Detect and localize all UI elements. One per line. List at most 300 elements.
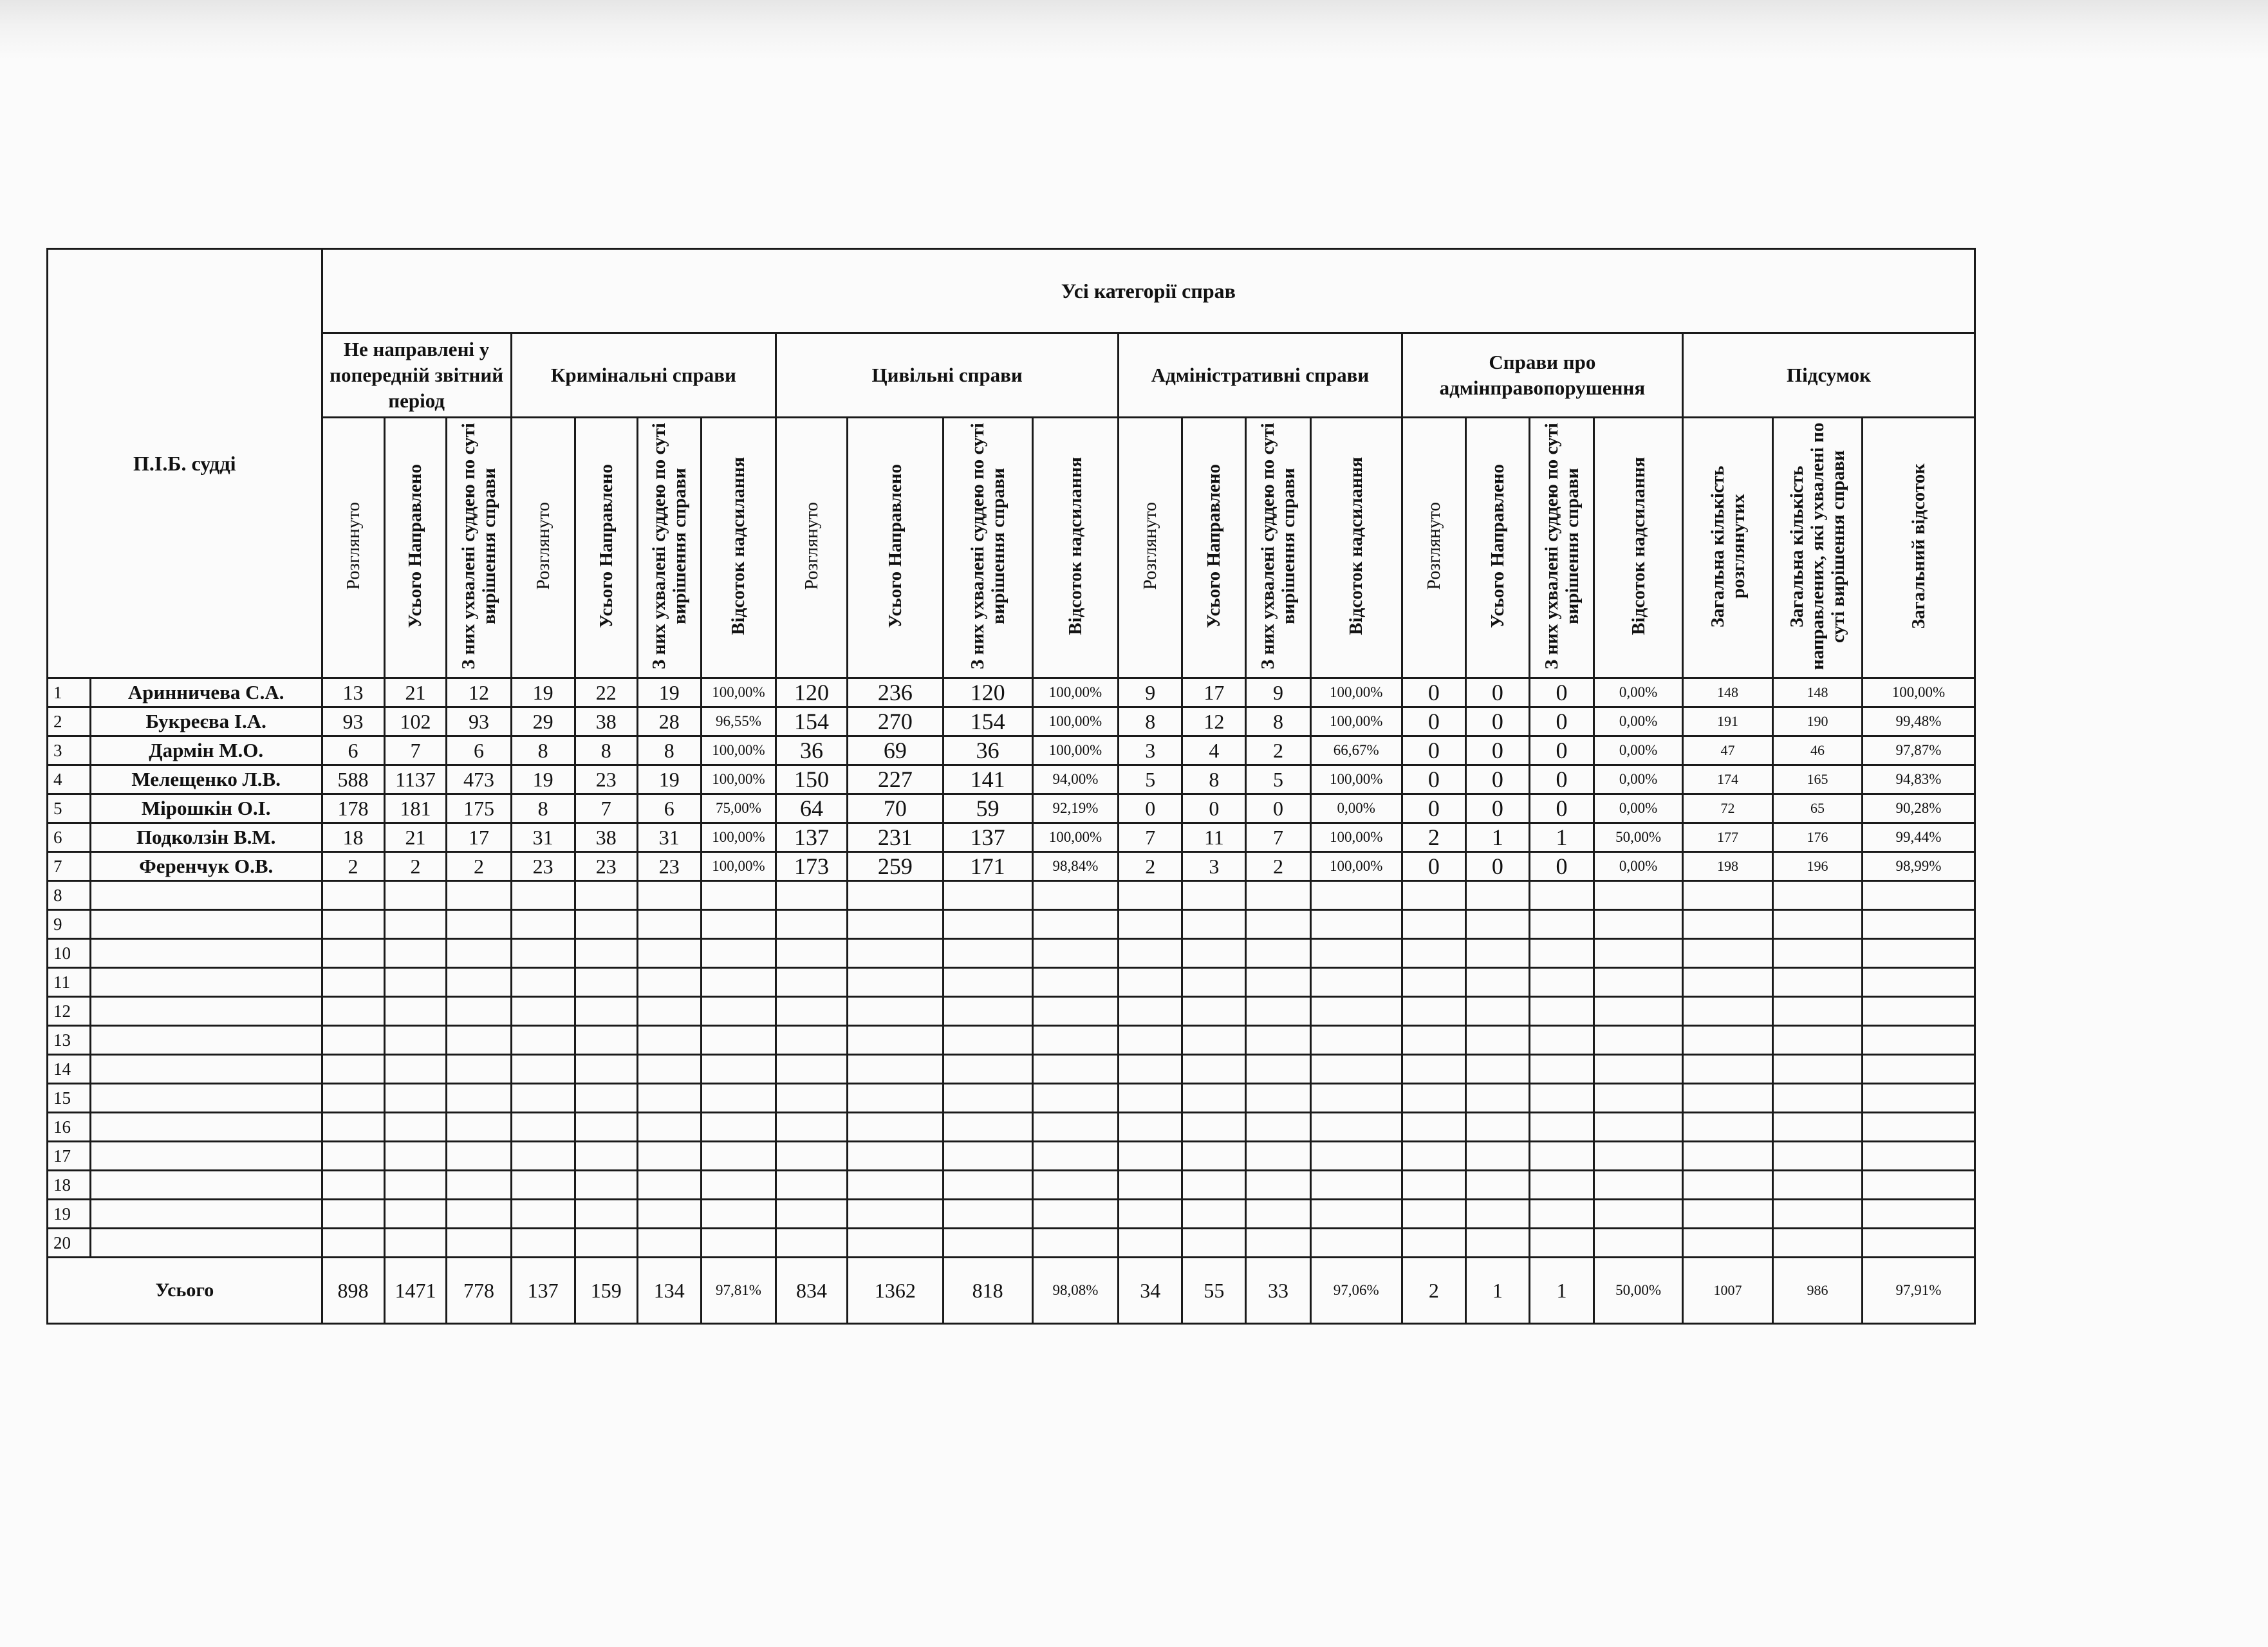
table-cell <box>776 1113 848 1142</box>
table-cell <box>1594 1171 1683 1200</box>
table-cell <box>322 1171 384 1200</box>
column-header <box>848 418 943 678</box>
table-cell <box>1683 1113 1773 1142</box>
table-cell <box>1182 968 1246 997</box>
column-header-label: З них ухвалені суддею по суті вирішення справи <box>1257 423 1299 669</box>
table-cell <box>447 1084 511 1113</box>
column-header <box>1182 418 1246 678</box>
table-row <box>48 736 1975 765</box>
table-cell: 100,00% <box>1310 707 1402 736</box>
table-cell <box>384 968 447 997</box>
table-cell <box>848 1200 943 1229</box>
table-cell <box>1594 1229 1683 1258</box>
scan-shadow <box>0 0 2268 59</box>
table-cell <box>1310 1113 1402 1142</box>
column-header <box>1465 418 1529 678</box>
table-cell: 0 <box>1402 678 1465 707</box>
table-cell: 8 <box>511 794 575 823</box>
table-cell: 99,44% <box>1862 823 1975 852</box>
table-cell: 137 <box>943 823 1032 852</box>
table-cell <box>1119 910 1182 939</box>
table-cell <box>776 1171 848 1200</box>
total-cell: 1471 <box>384 1258 447 1324</box>
column-header <box>776 418 848 678</box>
table-cell <box>1246 1026 1310 1055</box>
table-cell: 0 <box>1402 852 1465 881</box>
table-cell: 75,00% <box>701 794 776 823</box>
table-row <box>48 794 1975 823</box>
judge-name: Дармін М.О. <box>90 736 322 765</box>
table-cell <box>1862 881 1975 910</box>
table-cell <box>575 1229 637 1258</box>
table-cell <box>1402 1229 1465 1258</box>
table-cell <box>637 1200 701 1229</box>
table-cell <box>1862 1171 1975 1200</box>
column-header-label: Загальна кількість розглянутих <box>1707 465 1749 628</box>
table-cell: 31 <box>511 823 575 852</box>
table-cell <box>701 910 776 939</box>
table-cell <box>1529 1142 1594 1171</box>
table-cell <box>1246 1229 1310 1258</box>
table-cell: 0 <box>1402 794 1465 823</box>
row-number: 12 <box>48 997 91 1026</box>
table-cell <box>1773 1142 1863 1171</box>
table-cell: 5 <box>1119 765 1182 794</box>
table-cell <box>322 881 384 910</box>
table-cell: 100,00% <box>1862 678 1975 707</box>
table-cell <box>1594 881 1683 910</box>
table-cell <box>637 939 701 968</box>
table-cell <box>848 1142 943 1171</box>
table-cell: 93 <box>447 707 511 736</box>
table-cell: 0 <box>1402 765 1465 794</box>
table-cell <box>1032 1142 1119 1171</box>
table-cell <box>1032 968 1119 997</box>
table-cell <box>1683 910 1773 939</box>
table-row <box>48 997 1975 1026</box>
table-cell <box>1529 997 1594 1026</box>
group-header-admin-offense-cases: Справи про адмінправопорушення <box>1402 333 1682 418</box>
total-cell: 97,06% <box>1310 1258 1402 1324</box>
table-cell <box>1119 1026 1182 1055</box>
table-cell: 191 <box>1683 707 1773 736</box>
table-cell: 19 <box>511 765 575 794</box>
table-cell <box>575 1200 637 1229</box>
table-cell: 29 <box>511 707 575 736</box>
table-cell: 23 <box>575 765 637 794</box>
row-number: 2 <box>48 707 91 736</box>
column-header <box>1119 418 1182 678</box>
table-cell: 1 <box>1529 823 1594 852</box>
table-cell: 174 <box>1683 765 1773 794</box>
row-number: 6 <box>48 823 91 852</box>
judge-name <box>90 1142 322 1171</box>
table-cell <box>1182 997 1246 1026</box>
table-cell: 100,00% <box>1032 823 1119 852</box>
table-cell: 0,00% <box>1594 852 1683 881</box>
table-row <box>48 823 1975 852</box>
table-cell: 72 <box>1683 794 1773 823</box>
table-cell <box>1402 997 1465 1026</box>
table-cell <box>1683 1171 1773 1200</box>
table-cell: 96,55% <box>701 707 776 736</box>
column-header <box>1402 418 1465 678</box>
table-cell <box>701 1084 776 1113</box>
table-cell: 66,67% <box>1310 736 1402 765</box>
table-cell: 23 <box>511 852 575 881</box>
table-row <box>48 1200 1975 1229</box>
table-cell: 4 <box>1182 736 1246 765</box>
table-cell: 17 <box>447 823 511 852</box>
table-cell: 0 <box>1529 707 1594 736</box>
row-number: 9 <box>48 910 91 939</box>
table-cell <box>384 1055 447 1084</box>
total-cell: 159 <box>575 1258 637 1324</box>
table-cell: 2 <box>1119 852 1182 881</box>
judge-name: Мірошкін О.І. <box>90 794 322 823</box>
table-cell <box>1310 881 1402 910</box>
table-cell <box>1683 1200 1773 1229</box>
table-cell <box>322 1200 384 1229</box>
table-cell <box>322 910 384 939</box>
table-cell <box>1862 1113 1975 1142</box>
table-cell <box>1119 1142 1182 1171</box>
table-cell <box>1182 1026 1246 1055</box>
table-cell <box>1310 968 1402 997</box>
table-cell <box>1119 1171 1182 1200</box>
table-cell <box>1402 1113 1465 1142</box>
table-cell <box>1465 1200 1529 1229</box>
table-cell <box>1032 910 1119 939</box>
table-cell: 97,87% <box>1862 736 1975 765</box>
table-cell <box>575 968 637 997</box>
table-cell <box>1862 1055 1975 1084</box>
table-cell <box>447 997 511 1026</box>
table-cell: 0,00% <box>1594 736 1683 765</box>
total-cell: 1 <box>1529 1258 1594 1324</box>
row-number: 7 <box>48 852 91 881</box>
table-cell <box>776 910 848 939</box>
table-cell <box>1246 1142 1310 1171</box>
column-header-label: Усього Направлено <box>1204 464 1225 628</box>
table-cell: 100,00% <box>1310 852 1402 881</box>
table-cell: 0 <box>1529 678 1594 707</box>
column-header-label: Відсоток надсилання <box>1064 457 1086 635</box>
total-cell: 2 <box>1402 1258 1465 1324</box>
table-cell <box>1683 1084 1773 1113</box>
table-cell <box>1683 968 1773 997</box>
column-header <box>1773 418 1863 678</box>
table-cell <box>1402 881 1465 910</box>
table-cell <box>776 1200 848 1229</box>
column-header-label: Усього Направлено <box>595 464 617 628</box>
table-cell: 100,00% <box>1310 823 1402 852</box>
row-number: 20 <box>48 1229 91 1258</box>
table-cell: 154 <box>943 707 1032 736</box>
judge-name <box>90 1055 322 1084</box>
table-cell <box>1465 939 1529 968</box>
table-cell <box>637 1113 701 1142</box>
table-cell: 0 <box>1529 852 1594 881</box>
table-row <box>48 678 1975 707</box>
column-header-label: З них ухвалені суддею по суті вирішення справи <box>458 423 500 669</box>
table-cell <box>1402 1055 1465 1084</box>
table-cell <box>701 881 776 910</box>
table-cell <box>776 1142 848 1171</box>
table-row <box>48 707 1975 736</box>
table-cell <box>575 910 637 939</box>
table-cell <box>384 997 447 1026</box>
table-cell: 7 <box>575 794 637 823</box>
table-cell <box>1683 939 1773 968</box>
table-cell: 94,00% <box>1032 765 1119 794</box>
table-cell <box>447 939 511 968</box>
table-cell <box>575 881 637 910</box>
table-cell <box>1310 1200 1402 1229</box>
table-cell <box>1310 910 1402 939</box>
table-cell <box>637 1171 701 1200</box>
table-cell <box>1862 1084 1975 1113</box>
table-cell: 18 <box>322 823 384 852</box>
table-cell <box>943 1171 1032 1200</box>
table-cell: 176 <box>1773 823 1863 852</box>
table-cell: 473 <box>447 765 511 794</box>
table-cell <box>848 910 943 939</box>
total-cell: 1362 <box>848 1258 943 1324</box>
table-cell <box>637 1229 701 1258</box>
table-cell: 70 <box>848 794 943 823</box>
table-cell: 0 <box>1402 736 1465 765</box>
table-cell <box>701 1142 776 1171</box>
table-cell <box>943 881 1032 910</box>
row-number: 15 <box>48 1084 91 1113</box>
table-cell <box>943 910 1032 939</box>
table-cell: 90,28% <box>1862 794 1975 823</box>
table-cell <box>1465 968 1529 997</box>
group-header-summary: Підсумок <box>1683 333 1975 418</box>
column-header-label: Розглянуто <box>1140 502 1161 590</box>
table-cell <box>776 939 848 968</box>
table-cell <box>384 1142 447 1171</box>
table-cell <box>1119 1055 1182 1084</box>
table-cell: 150 <box>776 765 848 794</box>
total-cell: 898 <box>322 1258 384 1324</box>
table-cell: 23 <box>575 852 637 881</box>
column-header <box>1862 418 1975 678</box>
table-cell <box>637 1026 701 1055</box>
table-cell: 227 <box>848 765 943 794</box>
table-cell <box>1182 1055 1246 1084</box>
table-cell: 198 <box>1683 852 1773 881</box>
row-number: 18 <box>48 1171 91 1200</box>
table-cell <box>943 1142 1032 1171</box>
table-cell <box>511 1200 575 1229</box>
column-header-label: Усього Направлено <box>884 464 906 628</box>
table-cell: 0 <box>1119 794 1182 823</box>
table-cell: 100,00% <box>701 765 776 794</box>
table-cell: 13 <box>322 678 384 707</box>
table-cell <box>1773 1055 1863 1084</box>
total-cell: 137 <box>511 1258 575 1324</box>
table-cell <box>384 1084 447 1113</box>
group-header-criminal-cases: Кримінальні справи <box>511 333 776 418</box>
table-cell <box>776 1084 848 1113</box>
total-cell: 55 <box>1182 1258 1246 1324</box>
table-cell: 0,00% <box>1594 765 1683 794</box>
table-cell <box>447 1113 511 1142</box>
table-cell <box>1683 1026 1773 1055</box>
table-cell <box>447 1026 511 1055</box>
table-cell <box>575 1055 637 1084</box>
total-cell: 33 <box>1246 1258 1310 1324</box>
table-cell <box>1119 939 1182 968</box>
row-number: 5 <box>48 794 91 823</box>
table-cell <box>511 968 575 997</box>
table-cell: 100,00% <box>701 736 776 765</box>
judge-name <box>90 1229 322 1258</box>
table-cell <box>575 1142 637 1171</box>
table-cell: 17 <box>1182 678 1246 707</box>
table-cell: 19 <box>637 678 701 707</box>
judge-name <box>90 881 322 910</box>
table-cell: 12 <box>1182 707 1246 736</box>
table-cell: 65 <box>1773 794 1863 823</box>
total-cell: 1007 <box>1683 1258 1773 1324</box>
table-cell <box>701 968 776 997</box>
table-cell <box>943 1026 1032 1055</box>
table-cell <box>1465 1026 1529 1055</box>
table-cell <box>575 1084 637 1113</box>
column-header-label: Усього Направлено <box>405 464 426 628</box>
table-cell <box>1032 997 1119 1026</box>
table-cell: 1137 <box>384 765 447 794</box>
judge-name: Мелещенко Л.В. <box>90 765 322 794</box>
table-cell <box>776 997 848 1026</box>
table-cell <box>1529 910 1594 939</box>
table-cell <box>1119 1229 1182 1258</box>
row-number: 3 <box>48 736 91 765</box>
table-cell: 0 <box>1182 794 1246 823</box>
table-cell <box>943 1084 1032 1113</box>
table-cell: 2 <box>1402 823 1465 852</box>
table-cell <box>1773 939 1863 968</box>
table-cell <box>1529 1084 1594 1113</box>
table-cell: 0 <box>1465 794 1529 823</box>
total-row <box>48 1258 1975 1324</box>
table-cell <box>1862 1229 1975 1258</box>
judge-name: Аринничева С.А. <box>90 678 322 707</box>
table-row <box>48 968 1975 997</box>
judge-name <box>90 1171 322 1200</box>
table-cell <box>447 968 511 997</box>
table-cell <box>1773 1084 1863 1113</box>
row-number: 16 <box>48 1113 91 1142</box>
table-cell: 0 <box>1465 678 1529 707</box>
row-number: 1 <box>48 678 91 707</box>
judge-name <box>90 997 322 1026</box>
table-cell <box>701 1200 776 1229</box>
table-cell: 50,00% <box>1594 823 1683 852</box>
table-cell <box>1683 1055 1773 1084</box>
row-number: 13 <box>48 1026 91 1055</box>
table-cell <box>511 1113 575 1142</box>
table-cell <box>575 997 637 1026</box>
row-number: 17 <box>48 1142 91 1171</box>
table-cell: 100,00% <box>701 678 776 707</box>
table-cell <box>447 1200 511 1229</box>
column-header <box>1310 418 1402 678</box>
table-cell <box>511 1055 575 1084</box>
column-header-label: Загальний відсоток <box>1908 463 1929 629</box>
column-header-label: Розглянуто <box>1423 502 1444 590</box>
table-cell: 165 <box>1773 765 1863 794</box>
table-cell <box>1310 1055 1402 1084</box>
table-cell <box>1465 1055 1529 1084</box>
table-cell <box>1119 1200 1182 1229</box>
table-cell <box>1402 1171 1465 1200</box>
table-cell: 22 <box>575 678 637 707</box>
table-cell <box>1773 997 1863 1026</box>
table-cell <box>1773 968 1863 997</box>
table-cell <box>1773 1200 1863 1229</box>
total-cell: 97,81% <box>701 1258 776 1324</box>
column-header <box>384 418 447 678</box>
table-cell: 137 <box>776 823 848 852</box>
column-header-label: Відсоток надсилання <box>1628 457 1649 635</box>
table-cell: 8 <box>637 736 701 765</box>
table-cell <box>701 1055 776 1084</box>
table-cell: 270 <box>848 707 943 736</box>
table-cell <box>384 910 447 939</box>
table-cell <box>848 1229 943 1258</box>
table-cell <box>575 1026 637 1055</box>
table-cell <box>1594 1113 1683 1142</box>
table-cell <box>701 1113 776 1142</box>
table-cell <box>1182 1229 1246 1258</box>
table-cell: 120 <box>776 678 848 707</box>
table-cell <box>1246 910 1310 939</box>
table-cell <box>637 1055 701 1084</box>
table-cell <box>384 881 447 910</box>
table-cell <box>637 1084 701 1113</box>
table-cell <box>1032 1026 1119 1055</box>
table-cell: 2 <box>384 852 447 881</box>
table-cell: 148 <box>1773 678 1863 707</box>
table-cell: 196 <box>1773 852 1863 881</box>
table-cell <box>1402 939 1465 968</box>
total-cell: 34 <box>1119 1258 1182 1324</box>
table-cell <box>384 1026 447 1055</box>
table-cell: 64 <box>776 794 848 823</box>
table-cell <box>776 881 848 910</box>
column-header <box>1594 418 1683 678</box>
table-cell <box>1773 881 1863 910</box>
table-cell: 38 <box>575 823 637 852</box>
column-header <box>637 418 701 678</box>
table-cell <box>1310 1026 1402 1055</box>
table-cell <box>384 1113 447 1142</box>
judge-name <box>90 1026 322 1055</box>
table-cell <box>1862 997 1975 1026</box>
column-header-label: Відсоток надсилання <box>728 457 749 635</box>
table-cell <box>1529 1229 1594 1258</box>
group-header-civil-cases: Цивільні справи <box>776 333 1119 418</box>
table-cell: 12 <box>447 678 511 707</box>
table-cell: 0 <box>1529 736 1594 765</box>
table-cell: 0,00% <box>1594 707 1683 736</box>
table-cell <box>1402 910 1465 939</box>
table-cell <box>1529 1055 1594 1084</box>
